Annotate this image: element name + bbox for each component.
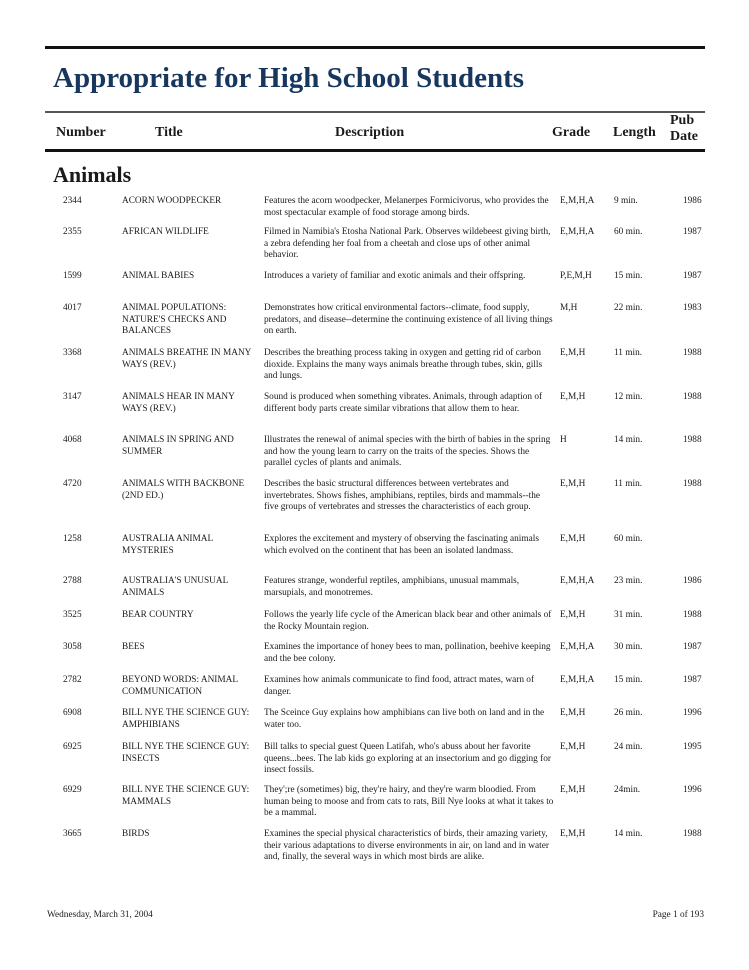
row-number: 3058 bbox=[63, 642, 82, 652]
row-number: 3525 bbox=[63, 610, 82, 620]
row-title: ACORN WOODPECKER bbox=[122, 196, 222, 206]
row-grade: E,M,H,A bbox=[560, 675, 595, 685]
column-header-pub: Pub bbox=[670, 113, 695, 128]
row-pub-date: 1988 bbox=[683, 479, 702, 489]
column-header-title: Title bbox=[155, 125, 183, 140]
row-length: 15 min. bbox=[614, 271, 643, 281]
row-title: AFRICAN WILDLIFE bbox=[122, 227, 209, 237]
row-title: AUSTRALIA ANIMAL MYSTERIES bbox=[122, 534, 213, 556]
row-pub-date: 1987 bbox=[683, 271, 702, 281]
row-grade: E,M,H,A bbox=[560, 227, 595, 237]
footer-date: Wednesday, March 31, 2004 bbox=[47, 910, 153, 920]
row-description: Features strange, wonderful reptiles, amphibians, unusual mammals, marsupials, and monotremes. bbox=[264, 576, 520, 598]
row-length: 60 min. bbox=[614, 227, 643, 237]
row-description: Introduces a variety of familiar and exotic animals and their offspring. bbox=[264, 271, 526, 281]
row-pub-date: 1983 bbox=[683, 303, 702, 313]
row-title: BILL NYE THE SCIENCE GUY: MAMMALS bbox=[122, 785, 250, 807]
row-length: 9 min. bbox=[614, 196, 638, 206]
row-description: The Sceince Guy explains how amphibians can live both on land and in the water too. bbox=[264, 708, 545, 730]
row-number: 2788 bbox=[63, 576, 82, 586]
row-title: BIRDS bbox=[122, 829, 150, 839]
row-description: Sound is produced when something vibrates. Animals, through adaption of different body parts create similar vibrations that allow them to hear. bbox=[264, 392, 543, 414]
row-description: Bill talks to special guest Queen Latifah, who's abuss about her favorite queens...bees. The lab kids go exploring at an insectorium and go digging for insect fossils. bbox=[264, 742, 551, 776]
row-grade: E,M,H bbox=[560, 708, 586, 718]
row-title: ANIMALS BREATHE IN MANY WAYS (REV.) bbox=[122, 348, 252, 370]
header-rule-bottom bbox=[45, 149, 705, 152]
row-length: 14 min. bbox=[614, 435, 643, 445]
column-header-date: Date bbox=[670, 129, 698, 144]
row-length: 30 min. bbox=[614, 642, 643, 652]
row-number: 2344 bbox=[63, 196, 82, 206]
row-description: Examines how animals communicate to find food, attract mates, warn of danger. bbox=[264, 675, 535, 697]
row-title: BEAR COUNTRY bbox=[122, 610, 194, 620]
row-title: ANIMAL BABIES bbox=[122, 271, 195, 281]
row-length: 15 min. bbox=[614, 675, 643, 685]
page-title: Appropriate for High School Students bbox=[53, 62, 525, 94]
row-description: Features the acorn woodpecker, Melanerpes Formicivorus, who provides the most spectacular example of food storage among birds. bbox=[264, 196, 549, 218]
row-description: Describes the breathing process taking in oxygen and getting rid of carbon dioxide. Explains the many ways animals breathe through tubes, skin, gills and lungs. bbox=[264, 348, 543, 382]
row-grade: E,M,H,A bbox=[560, 642, 595, 652]
row-title: ANIMALS IN SPRING AND SUMMER bbox=[122, 435, 234, 457]
column-header-grade: Grade bbox=[552, 125, 591, 140]
row-pub-date: 1988 bbox=[683, 610, 702, 620]
row-number: 6908 bbox=[63, 708, 82, 718]
row-length: 23 min. bbox=[614, 576, 643, 586]
row-length: 24 min. bbox=[614, 742, 643, 752]
row-grade: E,M,H bbox=[560, 610, 586, 620]
row-title: BEES bbox=[122, 642, 145, 652]
row-title: ANIMALS WITH BACKBONE (2ND ED.) bbox=[122, 479, 245, 501]
row-number: 6925 bbox=[63, 742, 82, 752]
row-number: 4068 bbox=[63, 435, 82, 445]
row-pub-date: 1988 bbox=[683, 435, 702, 445]
row-description: Illustrates the renewal of animal species with the birth of babies in the spring and how the young learn to carry on the traits of the species. Shows the parallel cycles of plants and animals. bbox=[264, 435, 551, 469]
row-length: 31 min. bbox=[614, 610, 643, 620]
row-description: Explores the excitement and mystery of observing the fascinating animals which evolved on the continent that has been an isolated landmass. bbox=[264, 534, 539, 556]
row-number: 3665 bbox=[63, 829, 82, 839]
row-pub-date: 1987 bbox=[683, 642, 702, 652]
row-description: They';re (sometimes) big, they're hairy, and they're warm bloodied. From human being to moose and from cats to rats, Bill Nye looks at what it takes to be a mammal. bbox=[264, 785, 554, 819]
row-number: 3368 bbox=[63, 348, 82, 358]
row-number: 3147 bbox=[63, 392, 82, 402]
row-number: 6929 bbox=[63, 785, 82, 795]
row-grade: M,H bbox=[560, 303, 578, 313]
row-grade: H bbox=[560, 435, 567, 445]
row-pub-date: 1988 bbox=[683, 392, 702, 402]
top-rule bbox=[45, 46, 705, 49]
row-description: Examines the special physical characteristics of birds, their amazing variety, their various adaptations to diverse environments in air, on land and in water and, finally, the several ways in which most birds are alike. bbox=[264, 829, 549, 863]
row-grade: E,M,H bbox=[560, 392, 586, 402]
column-header-row bbox=[45, 113, 705, 149]
row-title: AUSTRALIA'S UNUSUAL ANIMALS bbox=[122, 576, 228, 598]
row-grade: E,M,H bbox=[560, 829, 586, 839]
row-description: Demonstrates how critical environmental factors--climate, food supply, predators, and disease--determine the continuing existence of all living things on earth. bbox=[264, 303, 553, 337]
row-title: ANIMALS HEAR IN MANY WAYS (REV.) bbox=[122, 392, 235, 414]
row-description: Describes the basic structural differences between vertebrates and invertebrates. Shows fishes, amphibians, reptiles, birds and mammals--the five groups of vertebrates and stresses the characteristics of each group. bbox=[264, 479, 541, 513]
row-length: 11 min. bbox=[614, 479, 643, 489]
row-length: 22 min. bbox=[614, 303, 643, 313]
row-description: Follows the yearly life cycle of the American black bear and other animals of the Rocky Mountain region. bbox=[264, 610, 552, 632]
row-pub-date: 1986 bbox=[683, 576, 702, 586]
row-length: 14 min. bbox=[614, 829, 643, 839]
row-length: 60 min. bbox=[614, 534, 643, 544]
row-length: 11 min. bbox=[614, 348, 643, 358]
row-pub-date: 1988 bbox=[683, 348, 702, 358]
row-pub-date: 1988 bbox=[683, 829, 702, 839]
row-grade: E,M,H,A bbox=[560, 196, 595, 206]
row-title: BILL NYE THE SCIENCE GUY: INSECTS bbox=[122, 742, 250, 764]
row-number: 4720 bbox=[63, 479, 82, 489]
row-grade: E,M,H bbox=[560, 348, 586, 358]
row-pub-date: 1996 bbox=[683, 708, 702, 718]
row-number: 1258 bbox=[63, 534, 82, 544]
row-number: 2782 bbox=[63, 675, 82, 685]
section-heading-animals: Animals bbox=[53, 162, 132, 187]
row-pub-date: 1987 bbox=[683, 227, 702, 237]
row-pub-date: 1995 bbox=[683, 742, 702, 752]
row-title: BILL NYE THE SCIENCE GUY: AMPHIBIANS bbox=[122, 708, 250, 730]
row-grade: E,M,H,A bbox=[560, 576, 595, 586]
row-grade: E,M,H bbox=[560, 479, 586, 489]
row-title: BEYOND WORDS: ANIMAL COMMUNICATION bbox=[122, 675, 238, 697]
row-grade: E,M,H bbox=[560, 742, 586, 752]
footer-page-number: Page 1 of 193 bbox=[652, 910, 704, 920]
row-number: 2355 bbox=[63, 227, 82, 237]
row-length: 24min. bbox=[614, 785, 641, 795]
row-title: ANIMAL POPULATIONS: NATURE'S CHECKS AND BALANCES bbox=[122, 303, 227, 337]
row-pub-date: 1986 bbox=[683, 196, 702, 206]
row-grade: P,E,M,H bbox=[560, 271, 592, 281]
row-length: 26 min. bbox=[614, 708, 643, 718]
row-description: Examines the importance of honey bees to man, pollination, beehive keeping and the bee colony. bbox=[264, 642, 551, 664]
row-pub-date: 1996 bbox=[683, 785, 702, 795]
row-description: Filmed in Namibia's Etosha National Park. Observes wildebeest giving birth, a zebra defending her foal from a cheetah and close ups of other animal behavior. bbox=[264, 227, 551, 261]
row-number: 4017 bbox=[63, 303, 82, 313]
column-header-number: Number bbox=[56, 125, 106, 140]
column-header-description: Description bbox=[335, 125, 405, 140]
row-pub-date: 1987 bbox=[683, 675, 702, 685]
row-number: 1599 bbox=[63, 271, 82, 281]
column-header-length: Length bbox=[613, 125, 656, 140]
row-grade: E,M,H bbox=[560, 534, 586, 544]
row-grade: E,M,H bbox=[560, 785, 586, 795]
document-page bbox=[45, 46, 705, 188]
row-length: 12 min. bbox=[614, 392, 643, 402]
